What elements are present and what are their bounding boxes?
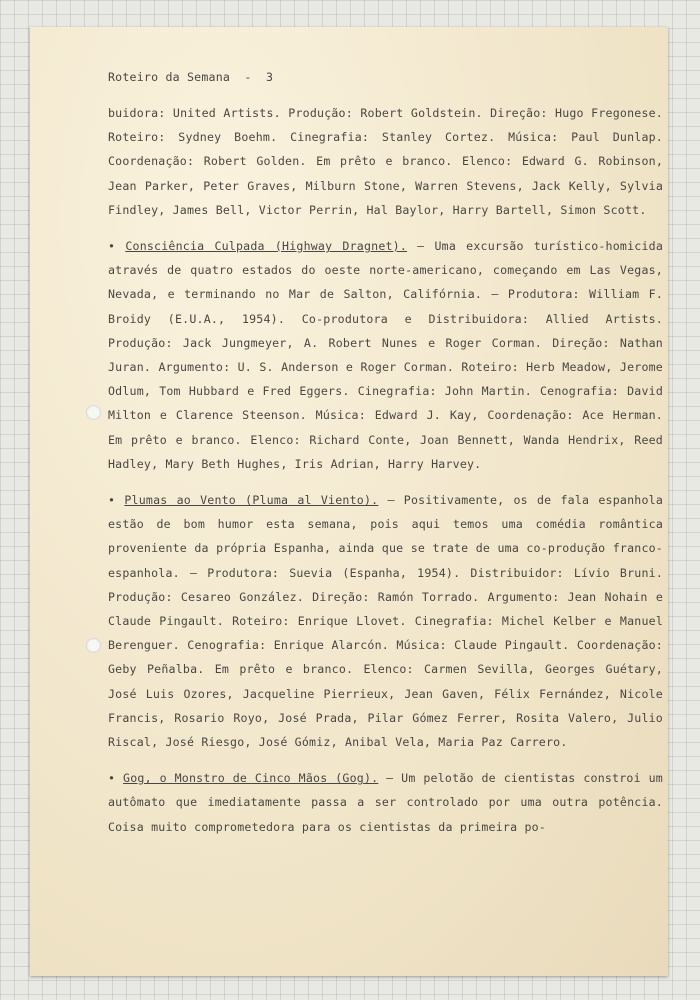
- entry-text: — Positivamente, os de fala espanhola estão de bom humor esta semana, pois aqui temos uma comédia romântica proveniente da própria Espanha, ainda que se trate de uma co-produção franco-espanhola. — Produtora: Suevia (Espanha, 1954). Distribuidor: Lívio Bruni. Produção: Cesareo González. Direção: Ramón Torrado. Argumento: Jean Nohain e Claude Pingault. Roteiro: Enrique Llovet. Cinegrafia: Michel Kelber e Manuel Berenguer. Cenografia: Enrique Alarcón. Música: Claude Pingault. Coordenação: Geby Peñalba. Em prêto e branco. Elenco: Carmen Sevilla, Georges Guétary, José Luis Ozores, Jacqueline Pierrieux, Jean Gaven, Félix Fernández, Nicole Francis, Rosario Royo, José Prada, Pilar Gómez Ferrer, Rosita Valero, Julio Riscal, José Riesgo, José Gómiz, Anibal Vela, Maria Paz Carrero.: [108, 493, 663, 750]
- entry-title: Consciência Culpada (Highway Dragnet).: [125, 239, 408, 254]
- film-entry-continuation: [108, 101, 663, 222]
- entry-bullet: •: [108, 771, 124, 786]
- entry-bullet: •: [108, 493, 125, 508]
- running-header: Roteiro da Semana - 3: [108, 70, 274, 84]
- entry-title: Gog, o Monstro de Cinco Mãos (Gog).: [123, 771, 379, 786]
- punch-hole: [86, 405, 101, 420]
- film-entry: [108, 234, 663, 476]
- entry-text: buidora: United Artists. Produção: Robert Goldstein. Direção: Hugo Fregonese. Roteiro: Sydney Boehm. Cinegrafia: Stanley Cortez. Música: Paul Dunlap. Coordenação: Robert Golden. Em prêto e branco. Elenco: Edward G. Robinson, Jean Parker, Peter Graves, Milburn Stone, Warren Stevens, Jack Kelly, Sylvia Findley, James Bell, Victor Perrin, Hal Baylor, Harry Bartell, Simon Scott.: [108, 106, 663, 217]
- punch-hole: [86, 638, 101, 653]
- page-text: [108, 65, 663, 851]
- entry-text: — Um pelotão de cientistas constroi um autômato que imediatamente passa a ser controlado por uma outra potência. Coisa muito comprometedora para os cientistas da primeira po-: [108, 771, 663, 834]
- film-entry: [108, 488, 663, 754]
- film-entry: [108, 766, 663, 839]
- entry-text: — Uma excursão turístico-homicida através de quatro estados do oeste norte-americano, começando em Las Vegas, Nevada, e terminando no Mar de Salton, Califórnia. — Produtora: William F. Broidy (E.U.A., 1954). Co-produtora e Distribuidora: Allied Artists. Produção: Jack Jungmeyer, A. Robert Nunes e Roger Corman. Direção: Nathan Juran. Argumento: U. S. Anderson e Roger Corman. Roteiro: Herb Meadow, Jerome Odlum, Tom Hubbard e Fred Eggers. Cinegrafia: John Martin. Cenografia: David Milton e Clarence Steenson. Música: Edward J. Kay, Coordenação: Ace Herman. Em prêto e branco. Elenco: Richard Conte, Joan Bennett, Wanda Hendrix, Reed Hadley, Mary Beth Hughes, Iris Adrian, Harry Harvey.: [108, 239, 663, 471]
- entry-title: Plumas ao Vento (Pluma al Viento).: [124, 493, 379, 508]
- typewritten-page: [30, 27, 668, 976]
- entry-bullet: •: [108, 239, 126, 254]
